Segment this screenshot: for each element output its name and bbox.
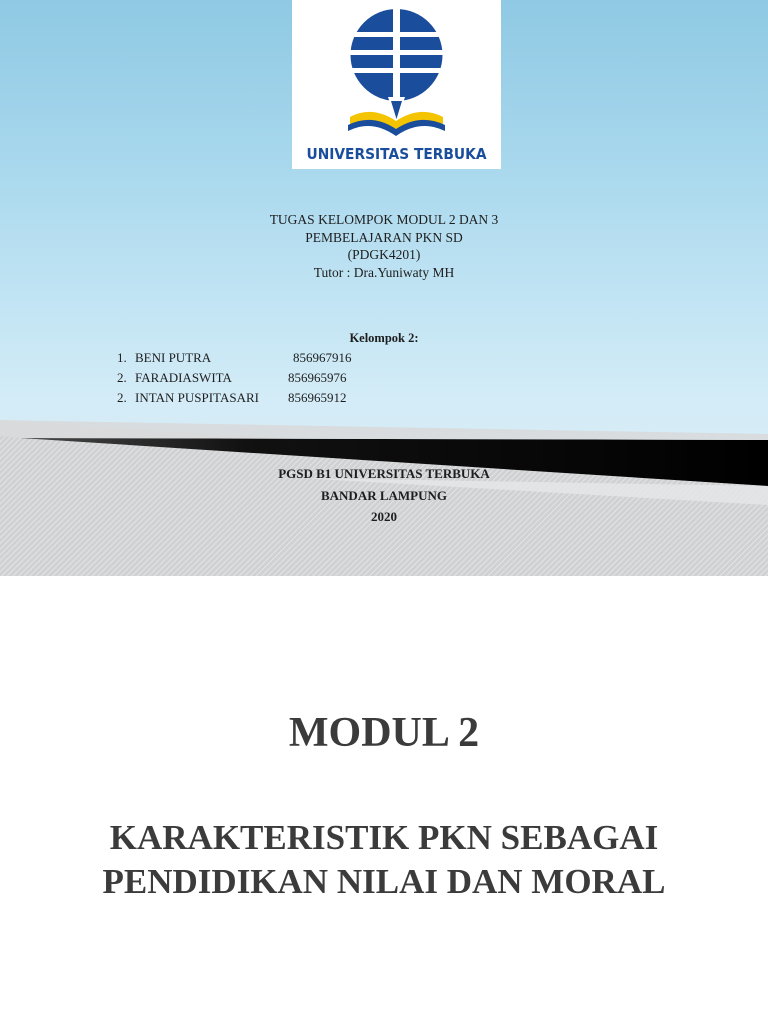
logo-text: UNIVERSITAS TERBUKA — [306, 145, 487, 163]
member-name: FARADIASWITA — [135, 370, 232, 385]
institution-footer — [0, 463, 768, 528]
footer-line: 2020 — [371, 509, 397, 524]
group-title: Kelompok 2: — [349, 331, 419, 345]
member-number: 2. — [117, 370, 127, 385]
member-name: BENI PUTRA — [135, 350, 212, 365]
member-nim: 856967916 — [293, 350, 352, 365]
footer-line: BANDAR LAMPUNG — [320, 487, 448, 503]
module-subtitle — [40, 816, 728, 904]
info-line: PEMBELAJARAN PKN SD — [305, 229, 463, 245]
info-line: (PDGK4201) — [347, 247, 421, 262]
member-number: 2. — [117, 390, 127, 405]
assignment-info — [0, 211, 768, 281]
member-name: INTAN PUSPITASARI — [135, 390, 259, 405]
list-item — [117, 370, 517, 390]
member-nim: 856965976 — [288, 370, 347, 385]
subtitle-line: PENDIDIKAN NILAI DAN MORAL — [102, 862, 666, 901]
info-line: TUGAS KELOMPOK MODUL 2 DAN 3 — [269, 212, 499, 227]
member-list — [117, 350, 517, 410]
list-item — [117, 350, 517, 370]
module-slide — [0, 576, 768, 1024]
university-emblem-icon — [342, 5, 451, 145]
list-item — [117, 390, 517, 410]
info-line: Tutor : Dra.Yuniwaty MH — [313, 264, 455, 280]
member-number: 1. — [117, 350, 127, 365]
page-title: MODUL 2 — [288, 710, 480, 756]
subtitle-line: KARAKTERISTIK PKN SEBAGAI — [109, 818, 659, 857]
member-nim: 856965912 — [288, 390, 347, 405]
footer-line: PGSD B1 UNIVERSITAS TERBUKA — [278, 466, 490, 481]
university-logo — [292, 0, 501, 169]
